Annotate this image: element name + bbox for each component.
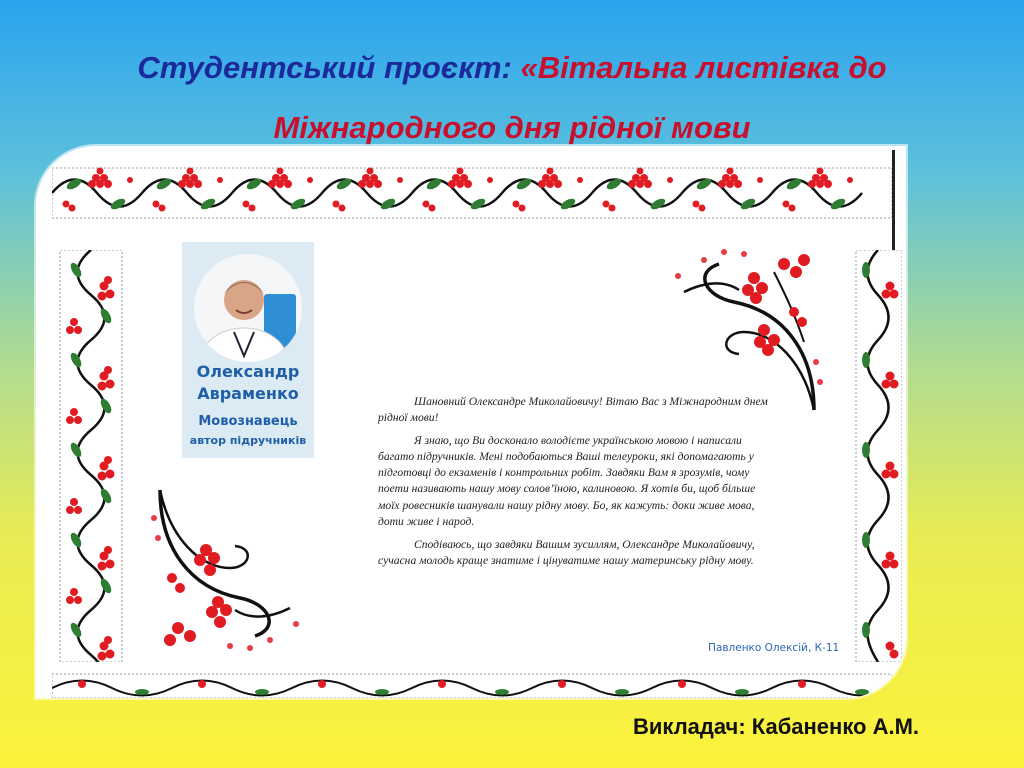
letter-paragraph-closing: Сподіваюсь, що завдяки Вашим зусиллям, Олександре Миколайовичу, сучасна молодь краще знатиме і цінуватиме нашу материнську рідну мову. [378,537,755,567]
title-part2: «Вітальна листівка до [520,50,887,85]
berry-swirl-corner-top-right-icon [664,242,830,412]
profile-card [182,242,314,458]
right-ornament-border [854,250,902,662]
greeting-card [36,146,906,698]
bottom-ornament-border [52,672,892,698]
avatar-photo [194,254,302,362]
title-part1: Студентський проєкт: [137,50,521,85]
profile-last-name: Авраменко [197,384,299,403]
profile-role-linguist: Мовознавець [198,414,298,429]
letter-paragraph-main: Я знаю, що Ви досконало володієте українською мовою і написали багато підручників. Мені подобаються Ваші телеуроки, які допомагають у підготовці до екзаменів і контрольних робіт. Завдяки Вам я зрозумів, чому поети називають нашу мову солов’їною, калиновою. Я хотів би, щоб більше моїх ровесників шанували нашу рідну мову. Бо, як кажуть: доки живе мова, доти живе і народ. [378,434,756,528]
person-avatar-icon [194,254,302,362]
profile-role-author: автор підручників [189,434,307,447]
berry-swirl-corner-bottom-left-icon [144,488,310,658]
frame-edge-line [892,150,895,250]
letter-body [378,394,768,576]
top-ornament-border [52,160,892,226]
slide-title-line2: Міжнародного дня рідної мови [273,110,751,145]
teacher-credit: Викладач: Кабаненко А.М. [633,714,920,739]
letter-paragraph-greeting: Шановний Олександре Миколайовичу! Вітаю Вас з Міжнародним днем рідної мови! [378,395,768,425]
profile-first-name: Олександр [196,362,300,381]
letter-signature: Павленко Олексій, К-11 [708,642,840,654]
left-ornament-border [58,250,124,662]
slide-title-line1 [0,50,1024,86]
